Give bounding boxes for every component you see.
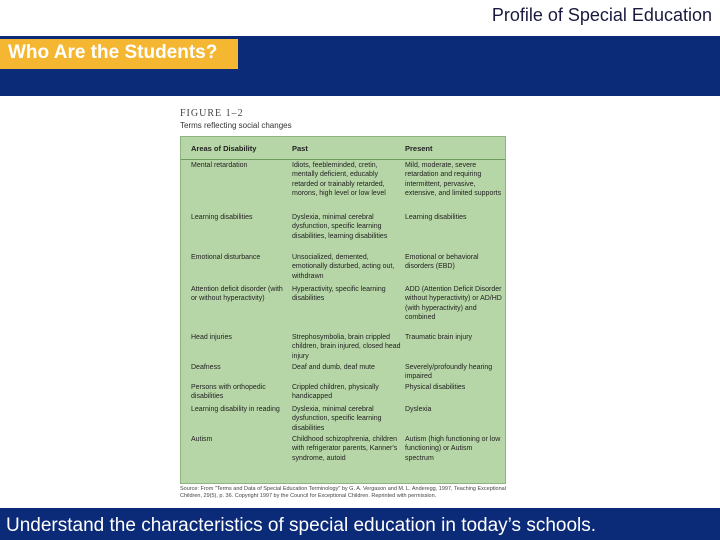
section-title: Who Are the Students? bbox=[8, 42, 218, 63]
column-header-present: Present bbox=[405, 144, 433, 153]
table-header bbox=[181, 137, 505, 160]
figure-image bbox=[168, 104, 524, 508]
cell-present: Learning disabilities bbox=[405, 214, 467, 221]
cell-past: Crippled children, physically handicapped bbox=[292, 384, 379, 401]
footer-text: Understand the characteristics of special education in today’s schools. bbox=[6, 515, 597, 536]
footer-band bbox=[0, 508, 720, 540]
cell-area: Emotional disturbance bbox=[191, 254, 261, 261]
cell-present: Mild, moderate, severe retardation and requiring intermittent, pervasive, extensive, and limited supports bbox=[405, 162, 502, 197]
cell-present: Dyslexia bbox=[405, 406, 432, 413]
section-tag bbox=[0, 39, 238, 69]
cell-area: Mental retardation bbox=[191, 162, 248, 169]
cell-present: Emotional or behavioral disorders (EBD) bbox=[405, 254, 479, 271]
cell-area: Learning disability in reading bbox=[191, 406, 280, 413]
cell-area: Learning disabilities bbox=[191, 214, 253, 221]
terms-table bbox=[180, 136, 506, 484]
cell-area: Persons with orthopedic disabilities bbox=[191, 384, 266, 401]
cell-present: Physical disabilities bbox=[405, 384, 466, 391]
figure-caption: Terms reflecting social changes bbox=[180, 121, 292, 130]
cell-area: Autism bbox=[191, 436, 213, 443]
cell-present: Autism (high functioning or low functioning) or Autism spectrum bbox=[405, 436, 501, 462]
column-header-area: Areas of Disability bbox=[191, 144, 257, 153]
cell-past: Dyslexia, minimal cerebral dysfunction, specific learning disabilities bbox=[292, 406, 382, 432]
cell-present: ADD (Attention Deficit Disorder without hyperactivity) or AD/HD (with hyperactivity) and combined bbox=[405, 286, 502, 321]
cell-past: Hyperactivity, specific learning disabilities bbox=[292, 286, 386, 303]
cell-past: Idiots, feebleminded, cretin, mentally deficient, educably retarded or trainably retarded, morons, high level or low level bbox=[292, 162, 386, 197]
cell-past: Strephosymbolia, brain crippled children, brain injured, closed head injury bbox=[292, 334, 401, 360]
cell-past: Deaf and dumb, deaf mute bbox=[292, 364, 375, 371]
cell-present: Severely/profoundly hearing impaired bbox=[405, 364, 493, 381]
cell-past: Dyslexia, minimal cerebral dysfunction, specific learning disabilities, learning disabilities bbox=[292, 214, 388, 240]
slide-header-title: Profile of Special Education bbox=[491, 5, 712, 25]
cell-past: Unsocialized, demented, emotionally disturbed, acting out, withdrawn bbox=[292, 254, 395, 280]
cell-area: Deafness bbox=[191, 364, 221, 371]
column-header-past: Past bbox=[292, 144, 308, 153]
cell-area: Head injuries bbox=[191, 334, 232, 341]
figure-label: FIGURE 1–2 bbox=[180, 108, 244, 119]
cell-present: Traumatic brain injury bbox=[405, 334, 473, 341]
cell-past: Childhood schizophrenia, children with refrigerator parents, Kanner's syndrome, autoid bbox=[292, 436, 398, 462]
cell-area: Attention deficit disorder (with or without hyperactivity) bbox=[191, 286, 283, 303]
figure-source-note: Source: From "Terms and Data of Special Education Terminology" by G. A. Vergason and M. L. Anderegg, 1997, Teaching Exceptional Children, 29(5), p. 36. Copyright 1997 by the Council for Exceptional Children. Reprinted with permission. bbox=[180, 486, 506, 499]
